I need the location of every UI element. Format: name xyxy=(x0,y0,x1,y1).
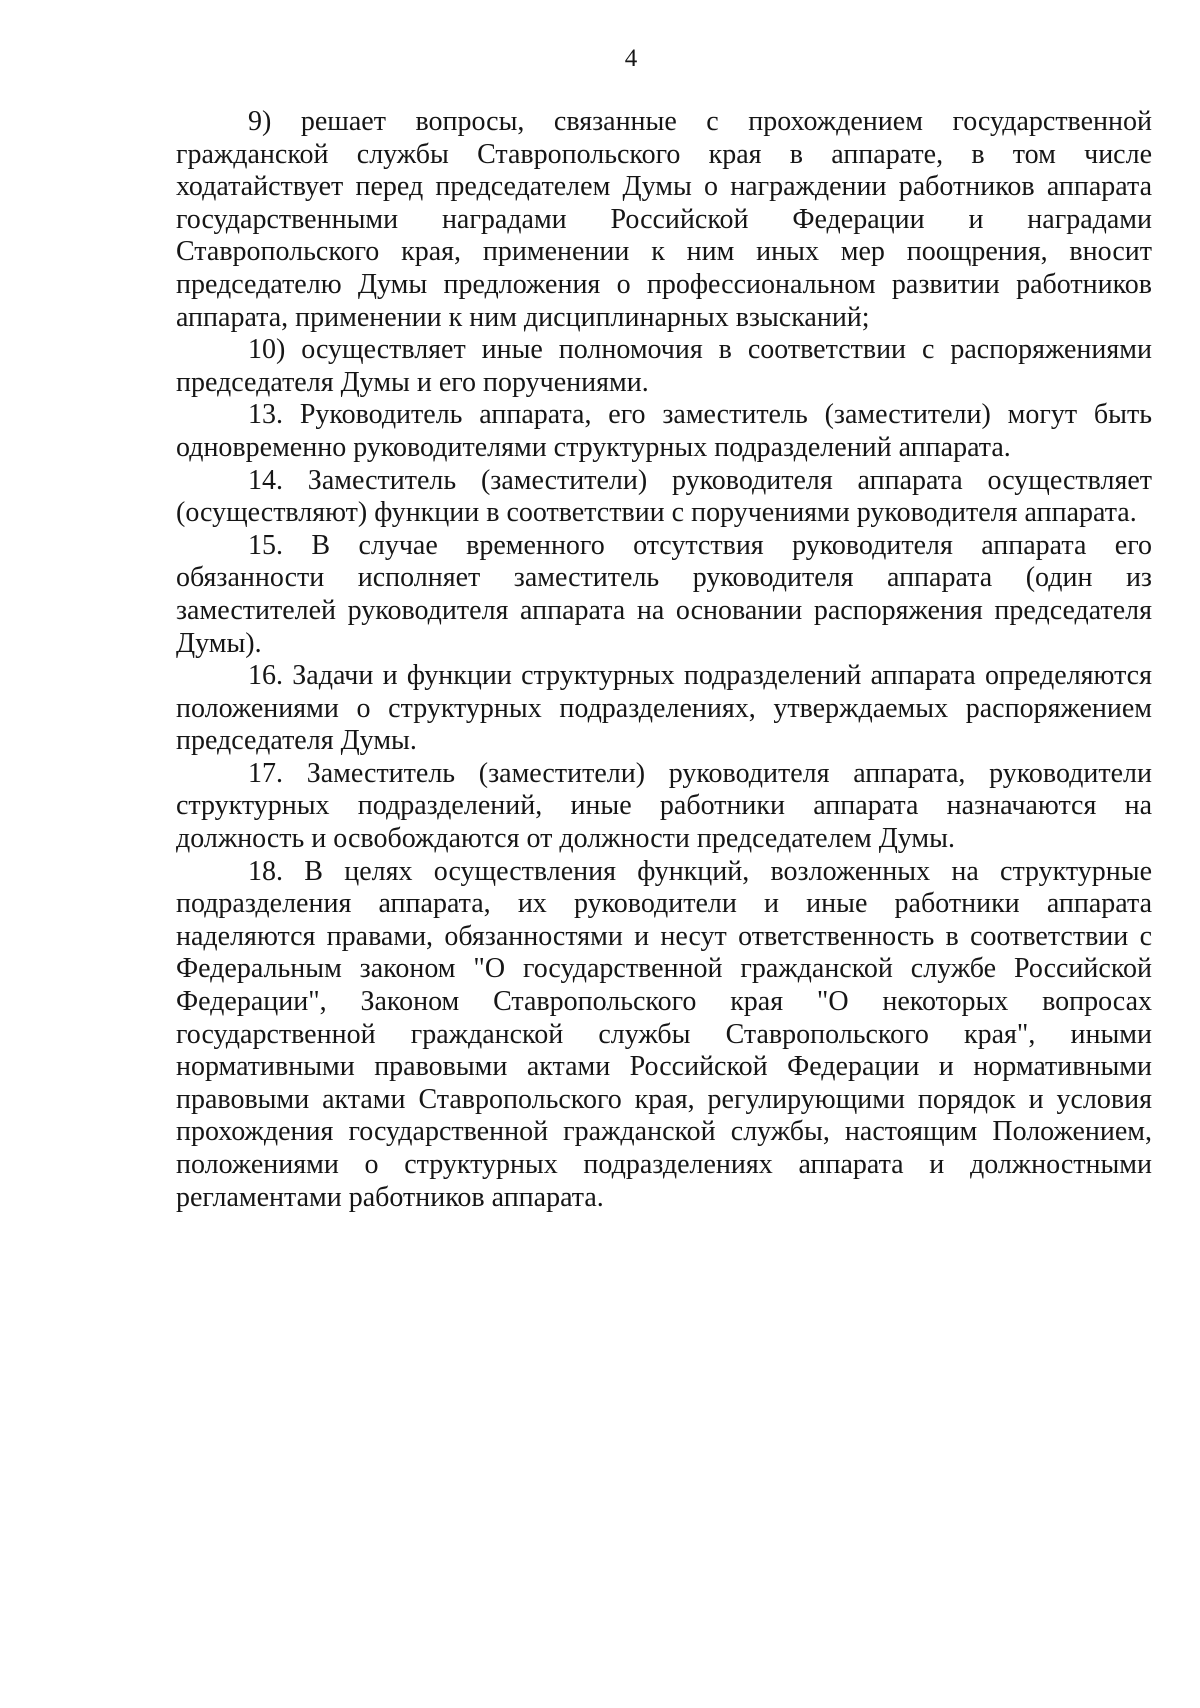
paragraph-clause-15: 15. В случае временного отсутствия руководителя аппарата его обязанности исполняет заместитель руководителя аппарата (один из заместителей руководителя аппарата на основании распоряжения председателя Думы). xyxy=(176,529,1152,659)
paragraph-clause-13: 13. Руководитель аппарата, его заместитель (заместители) могут быть одновременно руководителями структурных подразделений аппарата. xyxy=(176,399,1152,463)
document-body xyxy=(176,106,1152,1214)
paragraph-clause-16: 16. Задачи и функции структурных подразделений аппарата определяются положениями о структурных подразделениях, утверждаемых распоряжением председателя Думы. xyxy=(176,660,1152,757)
paragraph-clause-14: 14. Заместитель (заместители) руководителя аппарата осуществляет (осуществляют) функции в соответствии с поручениями руководителя аппарата. xyxy=(176,464,1152,529)
paragraph-clause-18: 18. В целях осуществления функций, возложенных на структурные подразделения аппарата, их руководители и иные работники аппарата наделяются правами, обязанностями и несут ответственность в соответствии с Федеральным законом "О государственной гражданской службе Российской Федерации", Законом Ставропольского края "О некоторых вопросах государственной гражданской службы Ставропольского края", иными нормативными правовыми актами Российской Федерации и нормативными правовыми актами Ставропольского края, регулирующими порядок и условия прохождения государственной гражданской службы, настоящим Положением, положениями о структурных подразделениях аппарата и должностными регламентами работников аппарата. xyxy=(176,855,1152,1213)
paragraph-item-9: 9) решает вопросы, связанные с прохождением государственной гражданской службы Ставропольского края в аппарате, в том числе ходатайствует перед председателем Думы о награждении работников аппарата государственными наградами Российской Федерации и наградами Ставропольского края, применении к ним иных мер поощрения, вносит председателю Думы предложения о профессиональном развитии работников аппарата, применении к ним дисциплинарных взысканий; xyxy=(176,106,1152,333)
paragraph-item-10: 10) осуществляет иные полномочия в соответствии с распоряжениями председателя Думы и его поручениями. xyxy=(176,334,1152,398)
page-number: 4 xyxy=(624,45,638,72)
paragraph-clause-17: 17. Заместитель (заместители) руководителя аппарата, руководители структурных подразделений, иные работники аппарата назначаются на должность и освобождаются от должности председателем Думы. xyxy=(176,757,1152,855)
